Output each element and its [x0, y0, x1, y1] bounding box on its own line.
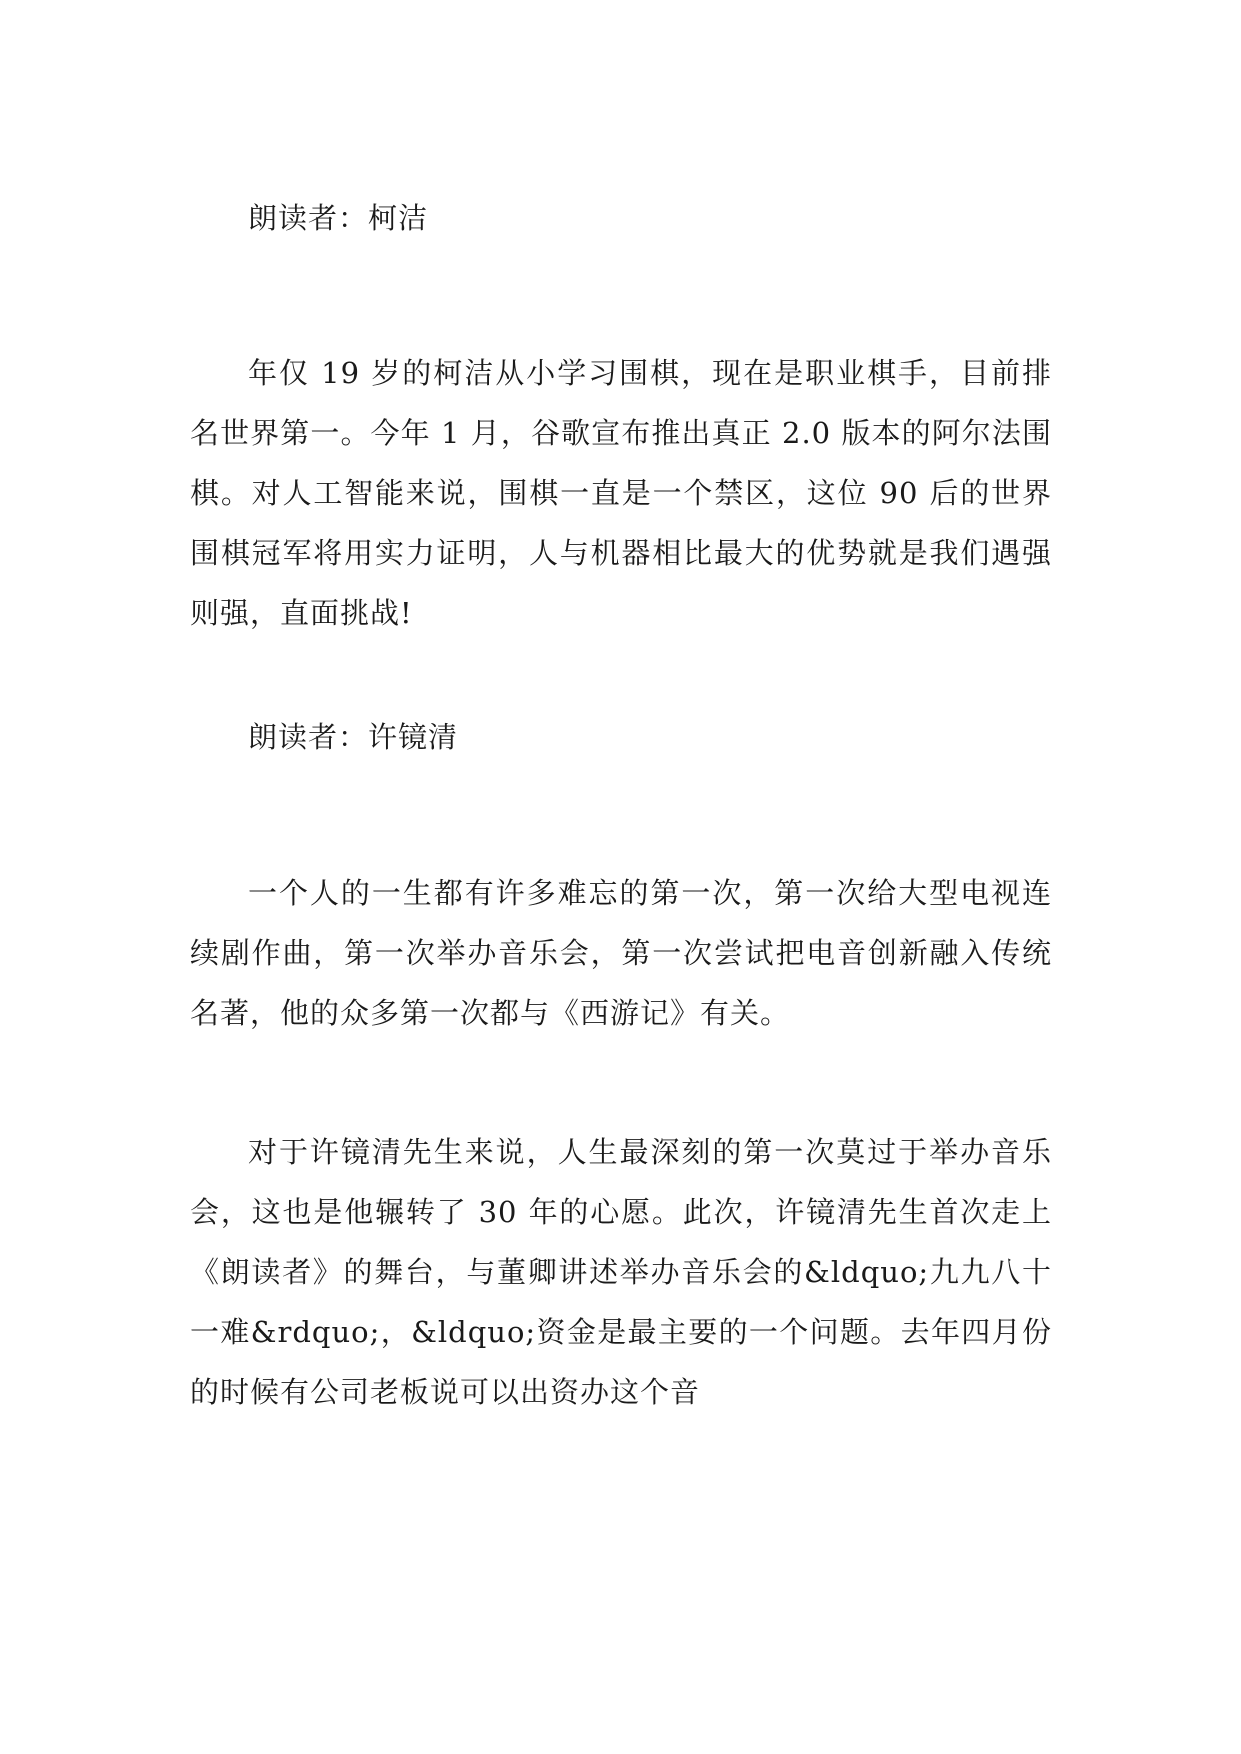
- paragraph-kejie-intro: 年仅 19 岁的柯洁从小学习围棋，现在是职业棋手，目前排名世界第一。今年 1 月，谷歌宣布推出真正 2.0 版本的阿尔法围棋。对人工智能来说，围棋一直是一个禁区，这位 90 后的世界围棋冠军将用实力证明，人与机器相比最大的优势就是我们遇强则强，直面挑战!: [190, 356, 1052, 630]
- reader-heading-kejie: 朗读者：柯洁: [248, 201, 429, 235]
- paragraph-xujingqing-intro: 一个人的一生都有许多难忘的第一次，第一次给大型电视连续剧作曲，第一次举办音乐会，第一次尝试把电音创新融入传统名著，他的众多第一次都与《西游记》有关。: [190, 876, 1052, 1030]
- paragraph-xujingqing-concert: 对于许镜清先生来说，人生最深刻的第一次莫过于举办音乐会，这也是他辗转了 30 年的心愿。此次，许镜清先生首次走上《朗读者》的舞台，与董卿讲述举办音乐会的&ldquo;九九八十一难&rdquo;，&ldquo;资金是最主要的一个问题。去年四月份的时候有公司老板说可以出资办这个音: [190, 1135, 1052, 1409]
- reader-heading-xujingqing: 朗读者：许镜清: [248, 720, 459, 754]
